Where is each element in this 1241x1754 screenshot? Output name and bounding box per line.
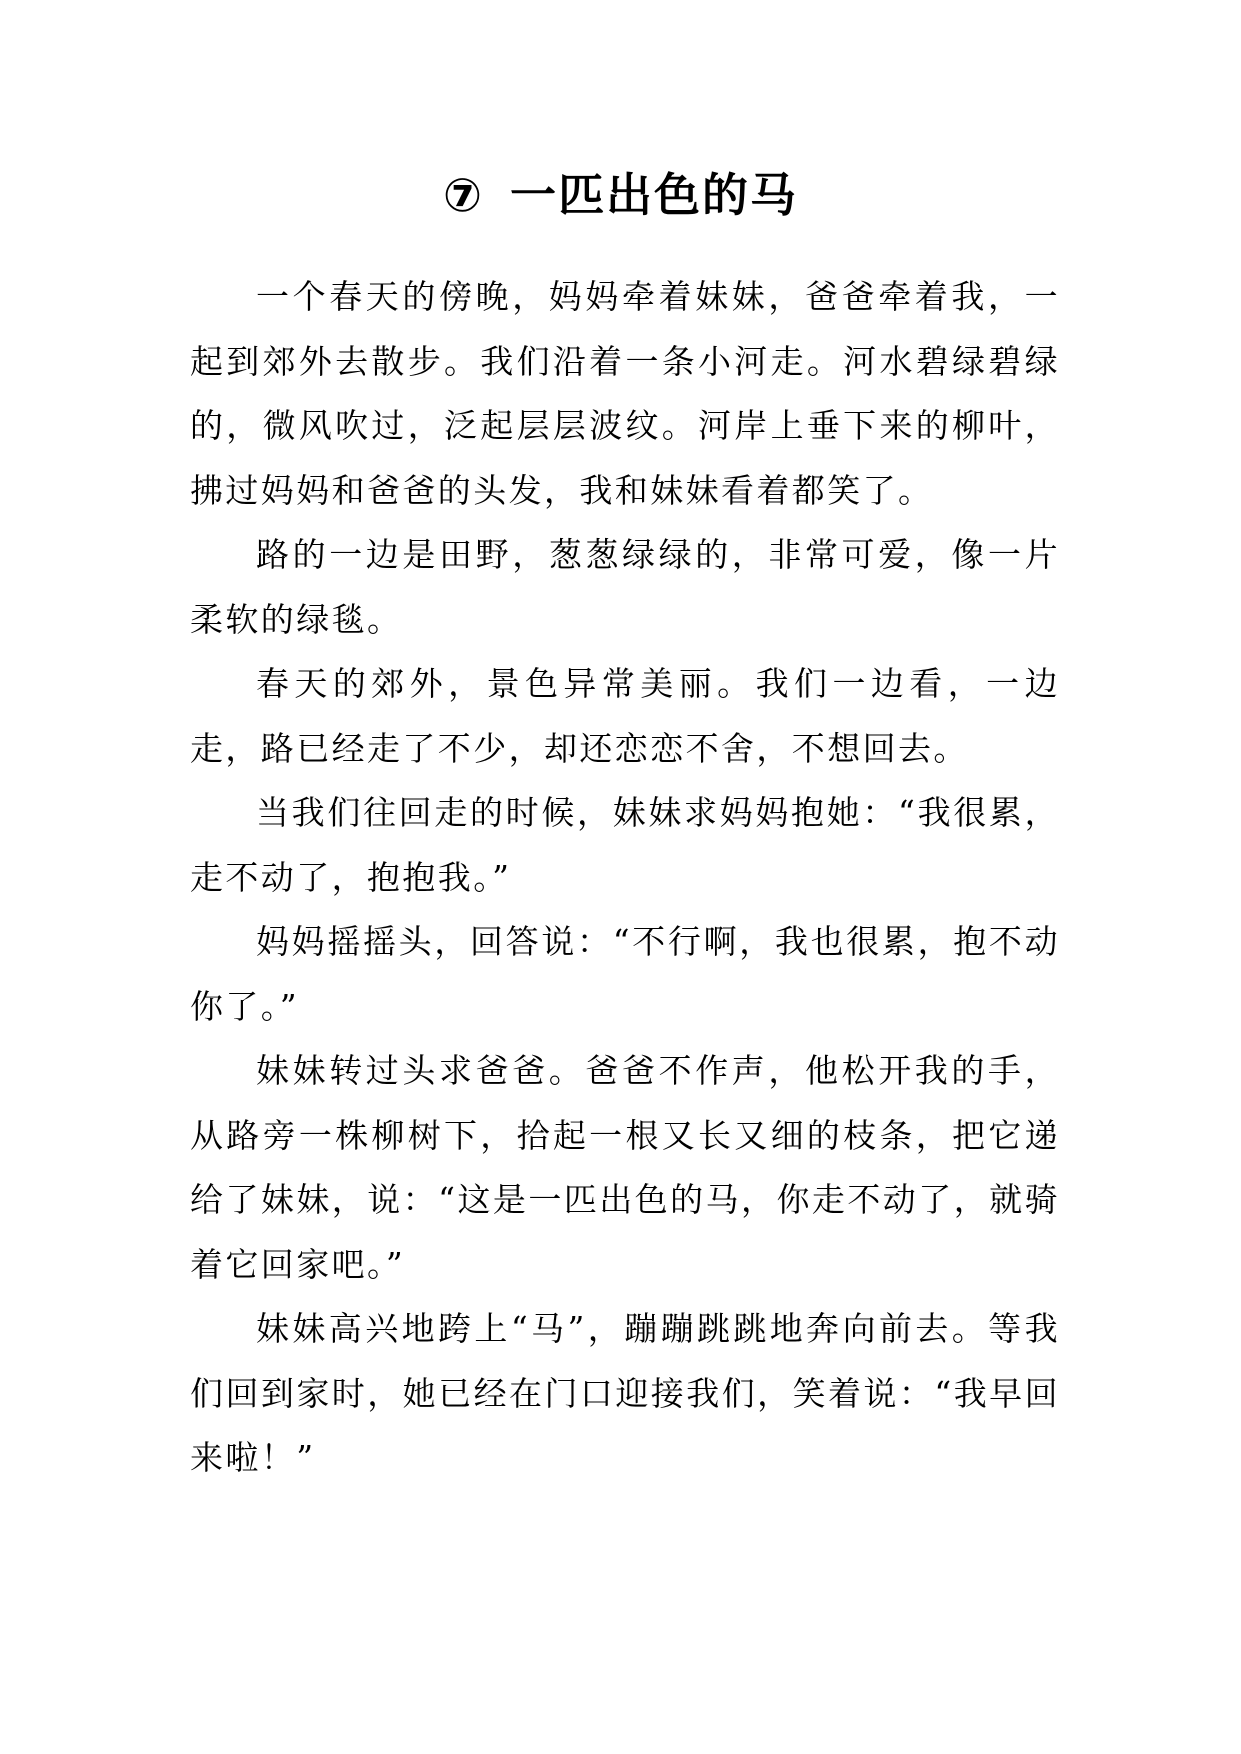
paragraph: 春天的郊外，景色异常美丽。我们一边看，一边走，路已经走了不少，却还恋恋不舍，不想回去。 xyxy=(190,664,1060,768)
paragraph: 妹妹转过头求爸爸。爸爸不作声，他松开我的手，从路旁一株柳树下，拾起一根又长又细的枝条，把它递给了妹妹，说：“这是一匹出色的马，你走不动了，就骑着它回家吧。” xyxy=(190,1051,1060,1284)
paragraph: 路的一边是田野，葱葱绿绿的，非常可爱，像一片柔软的绿毯。 xyxy=(190,535,1060,639)
paragraph: 当我们往回走的时候，妹妹求妈妈抱她：“我很累，走不动了，抱抱我。” xyxy=(190,793,1060,897)
article-body xyxy=(190,265,1060,1491)
paragraph: 妈妈摇摇头，回答说：“不行啊，我也很累，抱不动你了。” xyxy=(190,922,1060,1026)
title-number: ⑦ xyxy=(443,168,484,222)
title-text: 一匹出色的马 xyxy=(509,168,798,222)
paragraph: 一个春天的傍晚，妈妈牵着妹妹，爸爸牵着我，一起到郊外去散步。我们沿着一条小河走。河水碧绿碧绿的，微风吹过，泛起层层波纹。河岸上垂下来的柳叶，拂过妈妈和爸爸的头发，我和妹妹看着都笑了。 xyxy=(190,277,1060,510)
page-title xyxy=(0,160,1241,230)
paragraph: 妹妹高兴地跨上“马”，蹦蹦跳跳地奔向前去。等我们回到家时，她已经在门口迎接我们，笑着说：“我早回来啦！” xyxy=(190,1309,1060,1477)
